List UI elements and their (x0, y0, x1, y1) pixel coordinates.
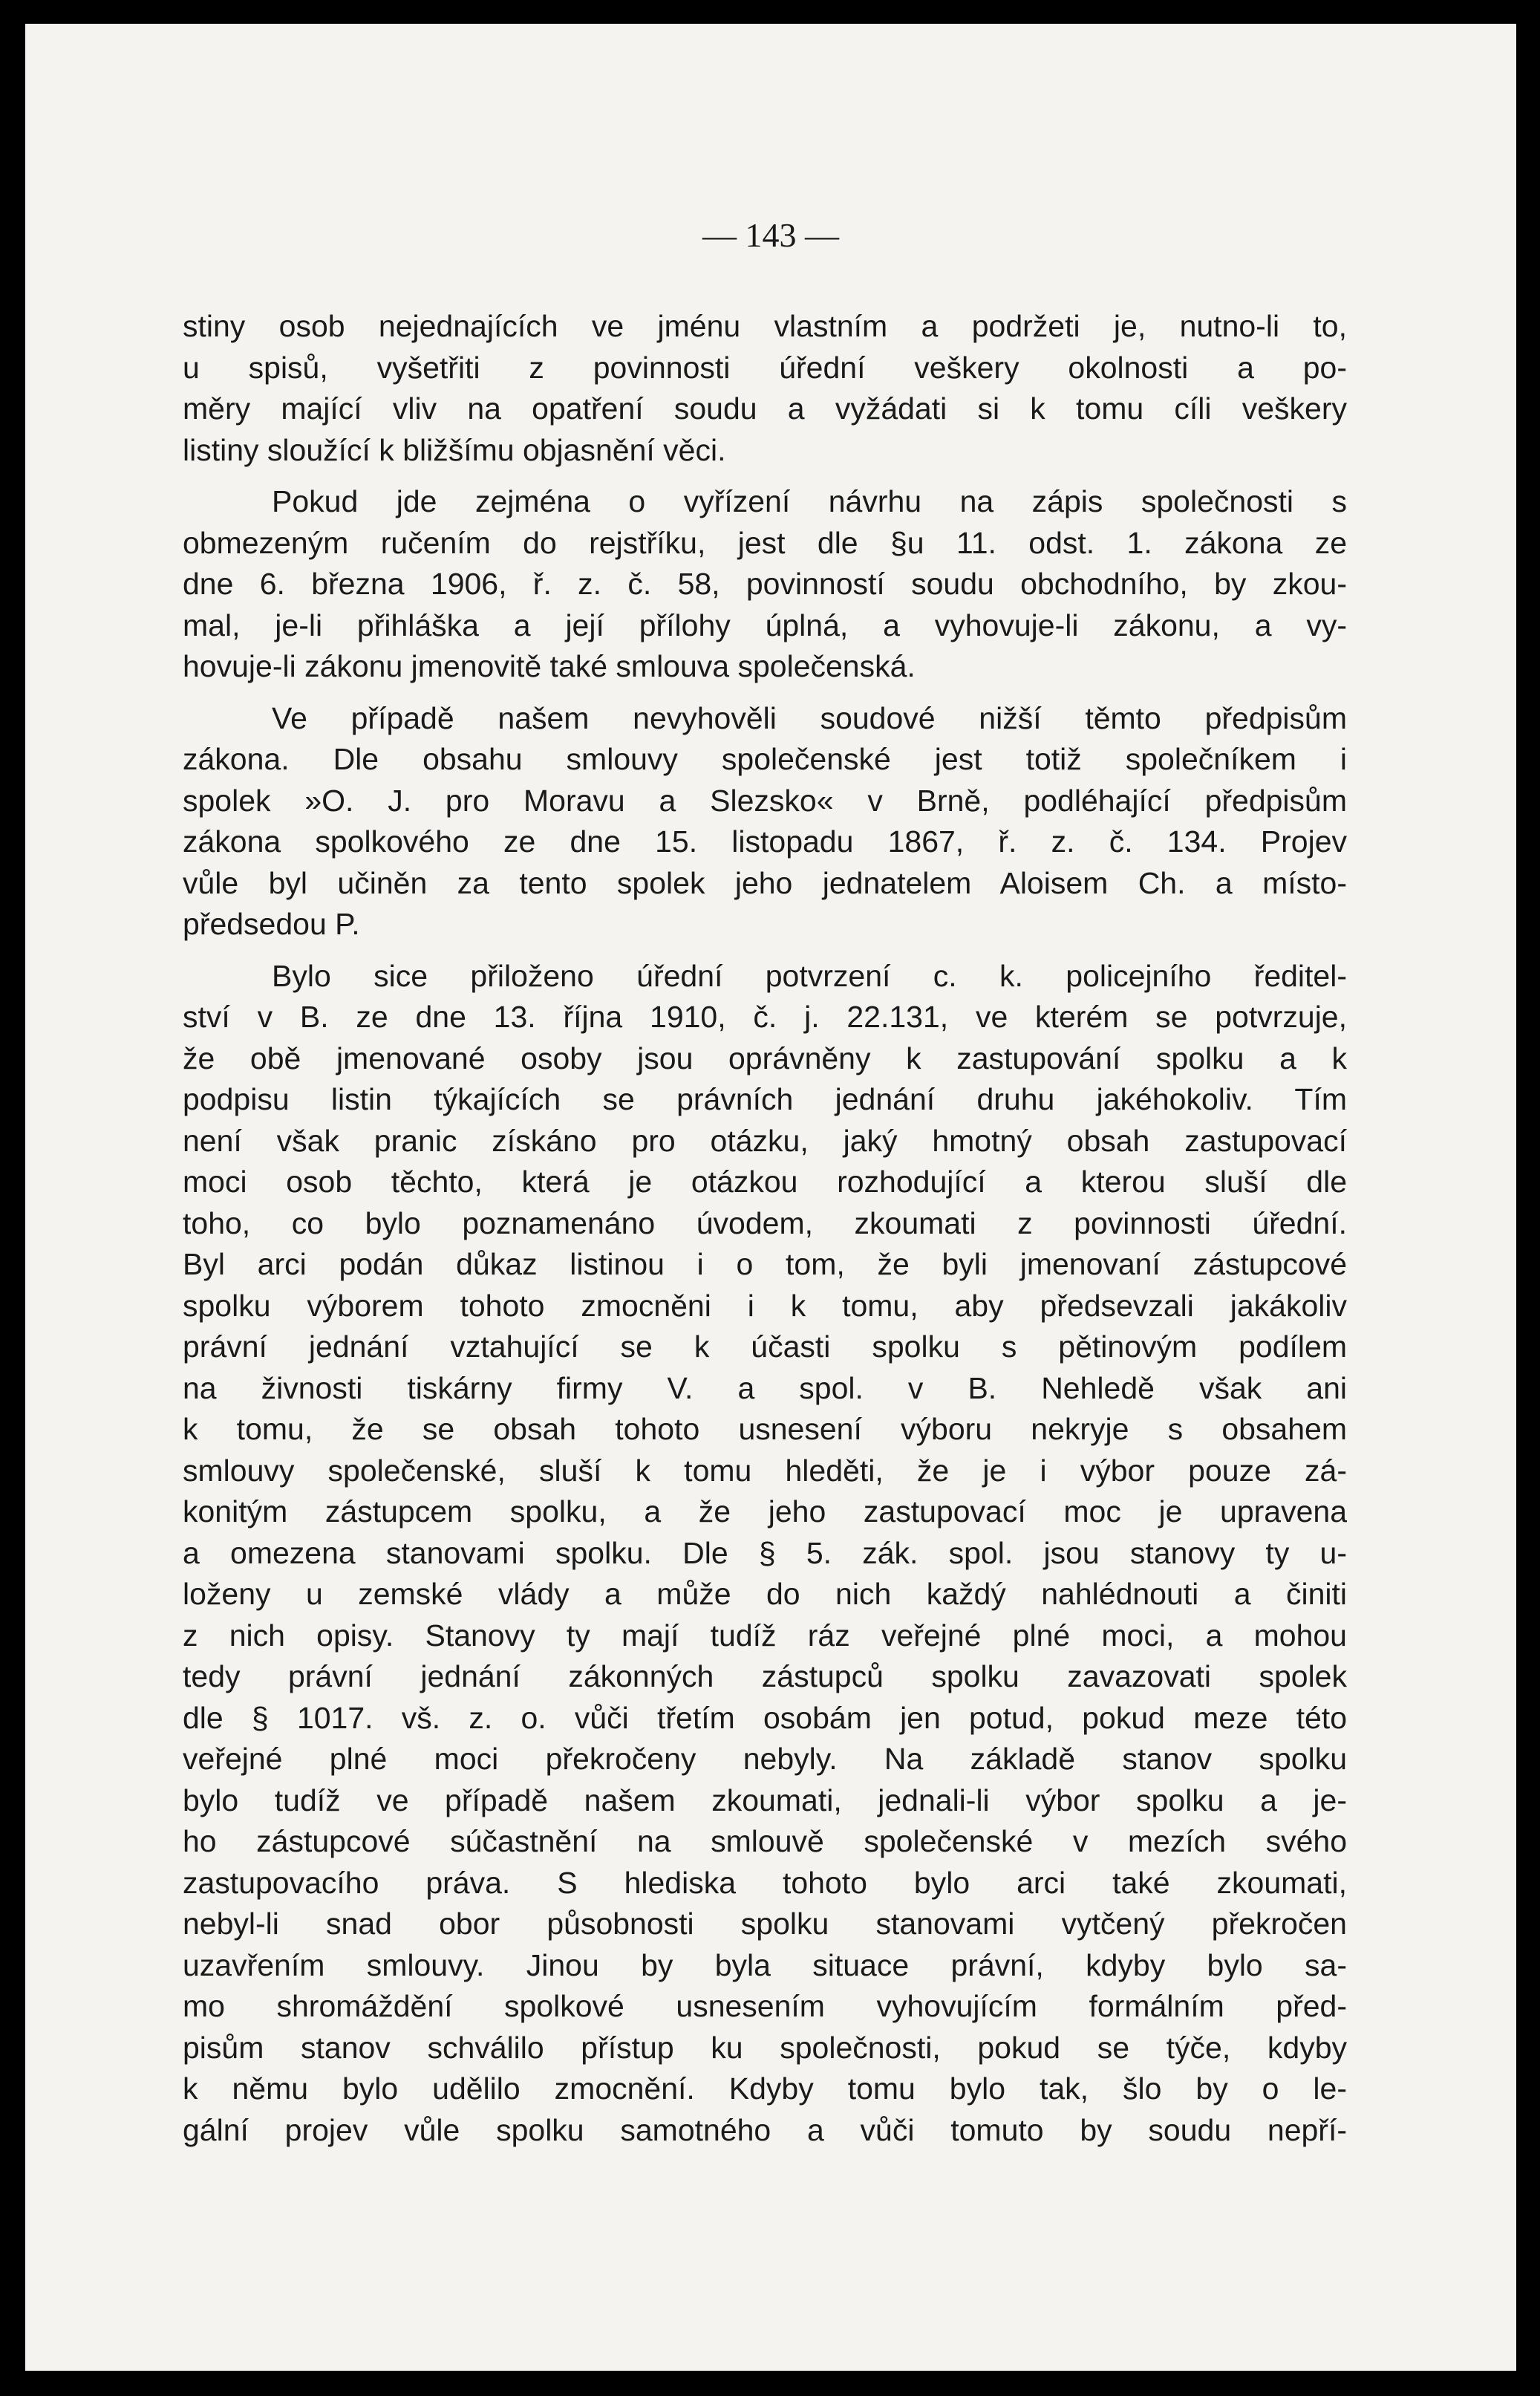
text-line: mal, je-li přihláška a její přílohy úplná, a vyhovuje-li zákonu, a vy- (183, 608, 1347, 642)
text-line: předsedou P. (183, 907, 360, 941)
text-line: zastupovacího práva. S hlediska tohoto bylo arci také zkoumati, (183, 1865, 1347, 1900)
text-line: podpisu listin týkajících se právních jednání druhu jakéhokoliv. Tím (183, 1082, 1347, 1116)
text-line: mo shromáždění spolkové usnesením vyhovujícím formálním před- (183, 1989, 1347, 2023)
text-line: listiny sloužící k bližšímu objasnění věci. (183, 432, 726, 467)
text-line: spolek »O. J. pro Moravu a Slezsko« v Brně, podléhající předpisům (183, 783, 1347, 818)
text-line: vůle byl učiněn za tento spolek jeho jednatelem Aloisem Ch. a místo- (183, 865, 1347, 900)
text-line: ho zástupcové súčastnění na smlouvě společenské v mezích svého (183, 1824, 1347, 1858)
text-line: právní jednání vztahující se k účasti spolku s pětinovým podílem (183, 1329, 1347, 1364)
text-line: a omezena stanovami spolku. Dle § 5. zák. spol. jsou stanovy ty u- (183, 1535, 1347, 1570)
text-line: ství v B. ze dne 13. října 1910, č. j. 22.131, ve kterém se potvrzuje, (183, 1000, 1347, 1034)
text-line: bylo tudíž ve případě našem zkoumati, jednali-li výbor spolku a je- (183, 1783, 1347, 1817)
book-page (25, 24, 1516, 2371)
text-line: zákona spolkového ze dne 15. listopadu 1867, ř. z. č. 134. Projev (183, 824, 1347, 859)
text-line: Bylo sice přiloženo úřední potvrzení c. k. policejního ředitel- (272, 958, 1347, 993)
text-line: na živnosti tiskárny firmy V. a spol. v B. Nehledě však ani (183, 1370, 1347, 1405)
paragraph-1 (183, 306, 1347, 471)
text-line: Byl arci podán důkaz listinou i o tom, že byli jmenovaní zástupcové (183, 1247, 1347, 1281)
text-line: toho, co bylo poznamenáno úvodem, zkoumati z povinnosti úřední. (183, 1205, 1347, 1240)
paragraph-3 (183, 698, 1347, 945)
text-line: dne 6. března 1906, ř. z. č. 58, povinností soudu obchodního, by zkou- (183, 567, 1347, 601)
text-line: zákona. Dle obsahu smlouvy společenské jest totiž společníkem i (183, 742, 1347, 776)
text-line: z nich opisy. Stanovy ty mají tudíž ráz veřejné plné moci, a mohou (183, 1618, 1347, 1653)
text-line: smlouvy společenské, sluší k tomu hleděti, že je i výbor pouze zá- (183, 1453, 1347, 1488)
text-line: dle § 1017. vš. z. o. vůči třetím osobám jen potud, pokud meze této (183, 1700, 1347, 1735)
text-line: spolku výborem tohoto zmocněni i k tomu, aby předsevzali jakákoliv (183, 1288, 1347, 1323)
text-line: moci osob těchto, která je otázkou rozhodující a kterou sluší dle (183, 1165, 1347, 1199)
text-line: gální projev vůle spolku samotného a vůči tomuto by soudu nepří- (183, 2112, 1347, 2147)
text-line: k němu bylo udělilo zmocnění. Kdyby tomu bylo tak, šlo by o le- (183, 2071, 1347, 2106)
text-line: nebyl-li snad obor působnosti spolku stanovami vytčený překročen (183, 1907, 1347, 1941)
text-line: konitým zástupcem spolku, a že jeho zastupovací moc je upravena (183, 1494, 1347, 1529)
page-number: — 143 — (702, 216, 839, 254)
text-line: veřejné plné moci překročeny nebyly. Na základě stanov spolku (183, 1742, 1347, 1776)
text-line: obmezeným ručením do rejstříku, jest dle §u 11. odst. 1. zákona ze (183, 525, 1347, 560)
text-line: tedy právní jednání zákonných zástupců spolku zavazovati spolek (183, 1659, 1347, 1693)
body-text (183, 306, 1347, 2161)
text-line: loženy u zemské vlády a může do nich každý nahlédnouti a činiti (183, 1577, 1347, 1611)
text-line: Ve případě našem nevyhověli soudové nižší těmto předpisům (272, 700, 1347, 735)
text-line: pisům stanov schválilo přístup ku společnosti, pokud se týče, kdyby (183, 2030, 1347, 2065)
text-line: není však pranic získáno pro otázku, jaký hmotný obsah zastupovací (183, 1123, 1347, 1158)
text-line: hovuje-li zákonu jmenovitě také smlouva společenská. (183, 649, 916, 683)
text-line: k tomu, že se obsah tohoto usnesení výboru nekryje s obsahem (183, 1412, 1347, 1446)
paragraph-4 (183, 956, 1347, 2152)
text-line: u spisů, vyšetřiti z povinnosti úřední veškery okolnosti a po- (183, 350, 1347, 385)
text-line: Pokud jde zejména o vyřízení návrhu na zápis společnosti s (272, 484, 1347, 518)
paragraph-2 (183, 481, 1347, 688)
text-line: měry mající vliv na opatření soudu a vyžádati si k tomu cíli veškery (183, 391, 1347, 426)
text-line: že obě jmenované osoby jsou oprávněny k zastupování spolku a k (183, 1041, 1347, 1075)
text-line: uzavřením smlouvy. Jinou by byla situace právní, kdyby bylo sa- (183, 1947, 1347, 1982)
text-line: stiny osob nejednajících ve jménu vlastním a podržeti je, nutno-li to, (183, 309, 1347, 343)
